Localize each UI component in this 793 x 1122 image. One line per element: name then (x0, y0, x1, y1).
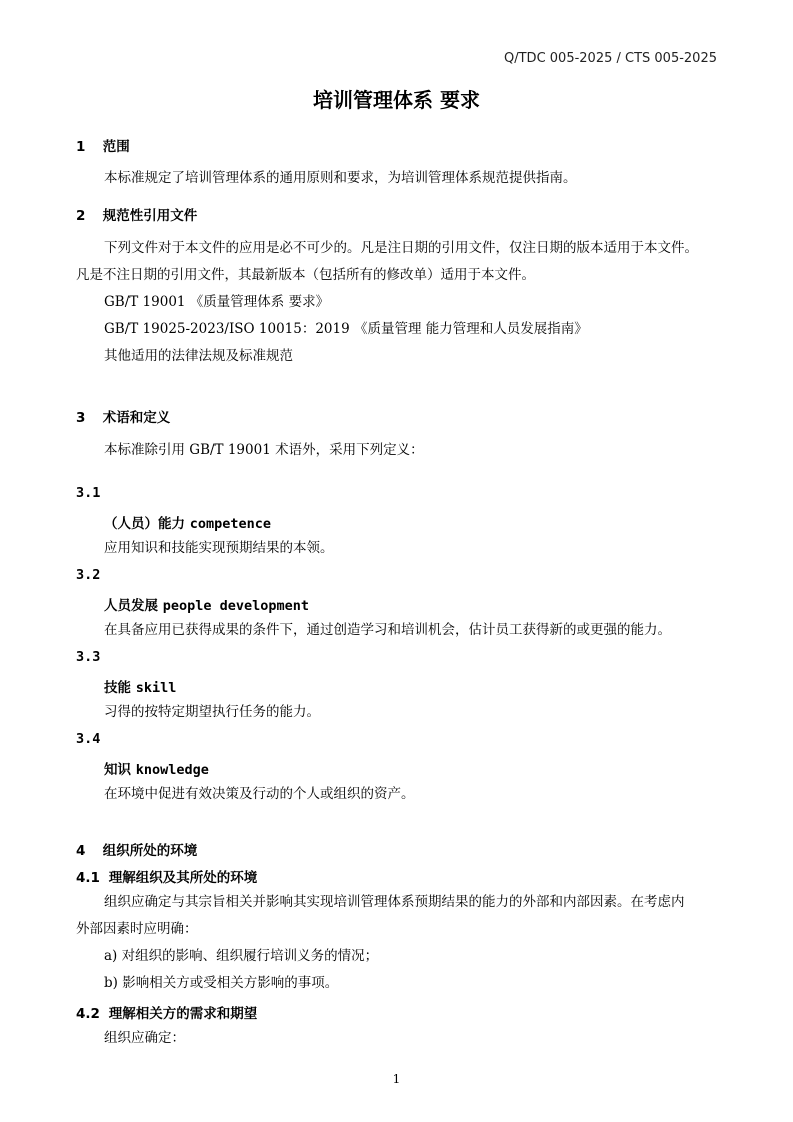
term-definition: 习得的按特定期望执行任务的能力。 (104, 704, 320, 720)
term-definition: 在环境中促进有效决策及行动的个人或组织的资产。 (104, 786, 415, 802)
term-number: 3.1 (76, 485, 101, 501)
standard-code: Q/TDC 005-2025 / CTS 005-2025 (504, 51, 717, 66)
clause-title: 理解组织及其所处的环境 (108, 870, 258, 886)
section-2-heading (76, 204, 197, 224)
clause-4-1-paragraph-line-2: 外部因素时应明确： (76, 921, 198, 937)
section-2-paragraph-line-2: 凡是不注日期的引用文件，其最新版本（包括所有的修改单）适用于本文件。 (76, 267, 535, 283)
term-definition: 应用知识和技能实现预期结果的本领。 (104, 540, 334, 556)
section-number: 2 (76, 208, 86, 224)
term-heading (104, 594, 309, 614)
term-number: 3.3 (76, 649, 101, 665)
section-1-heading (76, 135, 130, 155)
document-title: 培训管理体系 要求 (313, 88, 480, 112)
reference-2: GB/T 19025-2023/ISO 10015：2019 《质量管理 能力管理和人员发展指南》 (104, 321, 588, 337)
section-1-paragraph: 本标准规定了培训管理体系的通用原则和要求，为培训管理体系规范提供指南。 (104, 170, 577, 186)
section-title: 规范性引用文件 (102, 208, 198, 224)
reference-3: 其他适用的法律法规及标准规范 (104, 348, 293, 364)
term-heading (104, 512, 271, 532)
term-number: 3.4 (76, 731, 101, 747)
term-zh: 知识 (104, 762, 131, 778)
section-4-heading (76, 839, 197, 859)
section-title: 术语和定义 (102, 410, 171, 426)
term-definition: 在具备应用已获得成果的条件下，通过创造学习和培训机会，估计员工获得新的或更强的能力。 (104, 622, 671, 638)
section-3-paragraph: 本标准除引用 GB/T 19001 术语外，采用下列定义： (104, 442, 424, 458)
clause-number: 4.1 (76, 870, 100, 886)
clause-title: 理解相关方的需求和期望 (108, 1006, 258, 1022)
term-zh: 人员发展 (104, 598, 158, 614)
term-en: skill (135, 680, 177, 696)
term-zh: 技能 (104, 680, 131, 696)
term-number: 3.2 (76, 567, 101, 583)
clause-4-2-heading (76, 1002, 257, 1022)
section-number: 1 (76, 139, 86, 155)
page-number: 1 (392, 1072, 401, 1086)
clause-number: 4.2 (76, 1006, 100, 1022)
section-3-heading (76, 406, 170, 426)
list-item-b: b) 影响相关方或受相关方影响的事项。 (104, 975, 339, 991)
clause-4-2-paragraph: 组织应确定： (104, 1030, 185, 1046)
section-number: 3 (76, 410, 86, 426)
section-title: 范围 (102, 139, 130, 155)
list-item-a: a) 对组织的影响、组织履行培训义务的情况； (104, 948, 379, 964)
section-number: 4 (76, 843, 86, 859)
term-heading (104, 676, 176, 696)
section-2-paragraph-line-1: 下列文件对于本文件的应用是必不可少的。凡是注日期的引用文件，仅注日期的版本适用于本文件。 (104, 240, 698, 256)
clause-4-1-heading (76, 866, 257, 886)
clause-4-1-paragraph-line-1: 组织应确定与其宗旨相关并影响其实现培训管理体系预期结果的能力的外部和内部因素。在考虑内 (104, 894, 685, 910)
term-en: knowledge (135, 762, 209, 778)
term-en: people development (162, 598, 310, 614)
term-en: competence (189, 516, 271, 532)
reference-1: GB/T 19001 《质量管理体系 要求》 (104, 294, 330, 310)
term-zh: （人员）能力 (104, 516, 185, 532)
term-heading (104, 758, 209, 778)
section-title: 组织所处的环境 (102, 843, 198, 859)
